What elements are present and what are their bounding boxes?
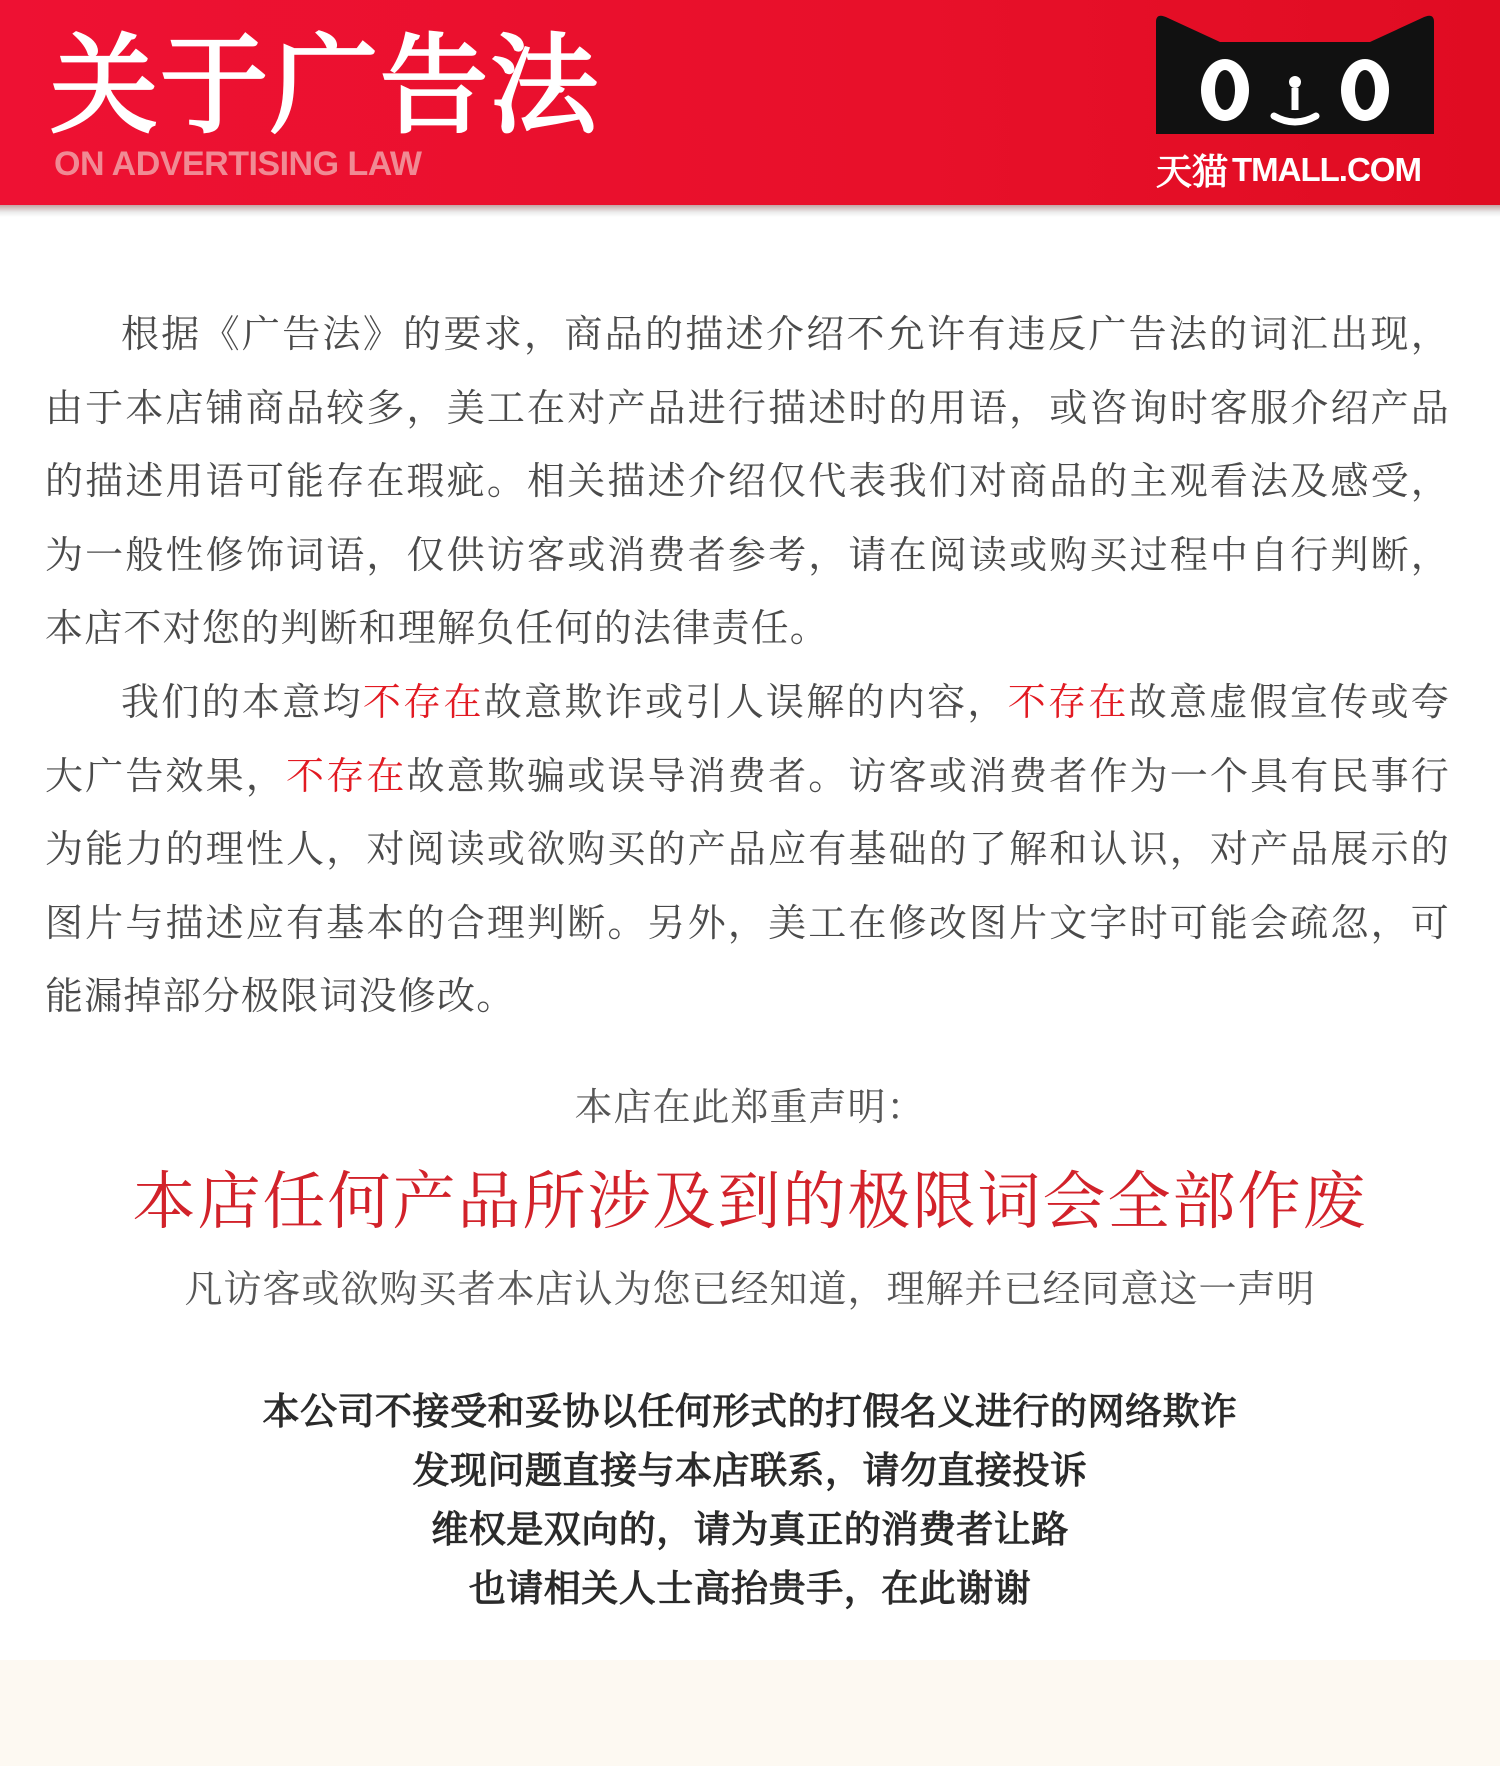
tmall-logo	[1150, 12, 1440, 194]
disclaimer-paragraph-2	[45, 666, 1450, 1034]
notice-block	[0, 1382, 1500, 1618]
notice-line: 本公司不接受和妥协以任何形式的打假名义进行的网络欺诈	[262, 1390, 1238, 1433]
page-subtitle-en: ON ADVERTISING LAW	[54, 145, 422, 183]
disclaimer-paragraph-1: 根据《广告法》的要求，商品的描述介绍不允许有违反广告法的词汇出现，由于本店铺商品较多，美工在对产品进行描述时的用语，或咨询时客服介绍产品的描述用语可能存在瑕疵。相关描述介绍仅代表我们对商品的主观看法及感受，为一般性修饰词语，仅供访客或消费者参考，请在阅读或购买过程中自行判断，本店不对您的判断和理解负任何的法律责任。	[45, 312, 1450, 651]
tmall-wordmark-en: TMALL.COM	[1232, 150, 1421, 188]
paragraph-2-text: 故意欺骗或误导消费者。访客或消费者作为一个具有民事行为能力的理性人，对阅读或欲购买的产品应有基础的了解和认识，对产品展示的图片与描述应有基本的合理判断。另外，美工在修改图片文字时可能会疏忽，可能漏掉部分极限词没修改。	[45, 753, 1451, 1019]
notice-line: 也请相关人士高抬贵手，在此谢谢	[468, 1567, 1032, 1610]
notice-line: 发现问题直接与本店联系，请勿直接投诉	[412, 1449, 1088, 1492]
disclaimer-body	[45, 298, 1450, 1034]
tmall-wordmark-cn: 天猫	[1156, 152, 1229, 193]
paragraph-2-text: 我们的本意均	[121, 679, 363, 724]
tmall-cat-icon	[1150, 12, 1440, 138]
statement-main: 本店任何产品所涉及到的极限词会全部作废	[132, 1165, 1368, 1238]
statement-heading: 本店在此郑重声明：	[574, 1085, 926, 1129]
banner-divider	[0, 205, 1500, 217]
notice-line: 维权是双向的，请为真正的消费者让路	[431, 1508, 1069, 1551]
highlight-not-exist: 不存在	[362, 679, 484, 724]
paragraph-2-text: 故意虚假宣传或夸大广告效果，	[45, 679, 1450, 798]
footer-band	[0, 1660, 1500, 1766]
paragraph-2-text: 故意欺诈或引人误解的内容，	[483, 679, 1008, 724]
header-banner	[0, 0, 1500, 205]
tmall-wordmark	[1156, 144, 1446, 195]
page-title: 关于广告法	[50, 24, 601, 149]
statement-sub: 凡访客或欲购买者本店认为您已经知道，理解并已经同意这一声明	[184, 1267, 1316, 1311]
highlight-not-exist: 不存在	[1007, 679, 1129, 724]
highlight-not-exist: 不存在	[286, 753, 407, 798]
